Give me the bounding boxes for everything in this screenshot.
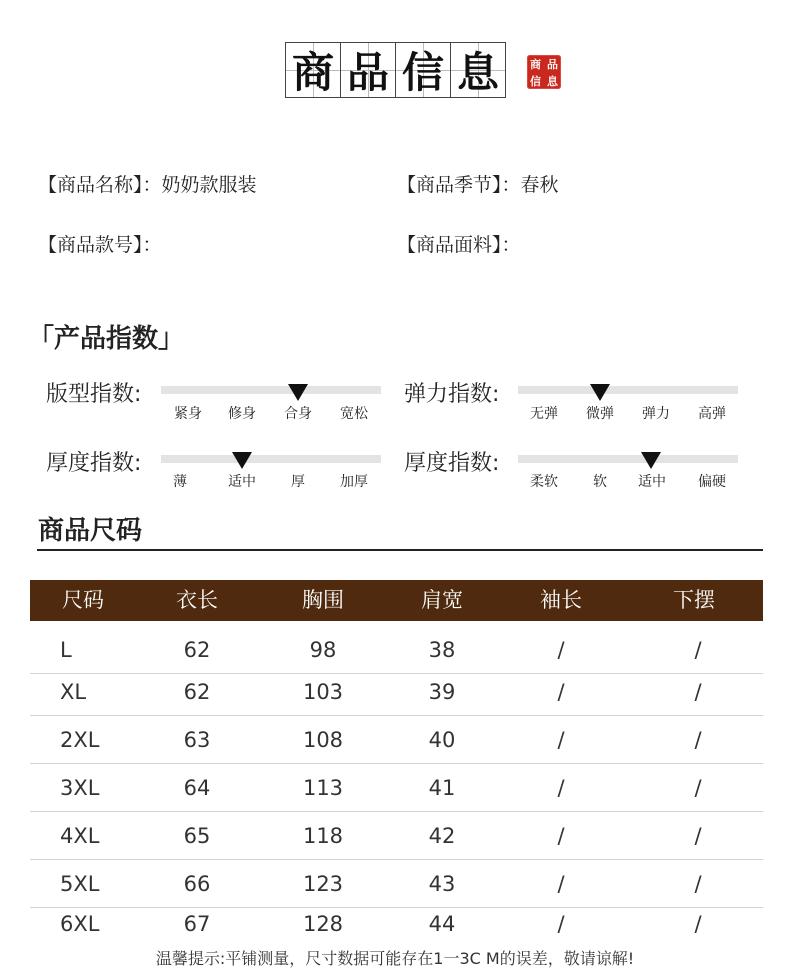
table-cell: 65 xyxy=(183,824,211,848)
size-section-title: 商品尺码 xyxy=(38,516,143,546)
table-cell: 103 xyxy=(302,680,344,704)
table-cell: 118 xyxy=(302,824,344,848)
table-cell: / xyxy=(694,638,702,662)
table-cell: 67 xyxy=(183,912,211,936)
table-cell: 44 xyxy=(428,912,456,936)
product-index-title: 「产品指数」 xyxy=(28,324,185,354)
product-fabric-info: 【商品面料】： xyxy=(397,234,521,256)
table-cell: 62 xyxy=(183,680,211,704)
table-row xyxy=(30,900,763,948)
title-char: 品 xyxy=(341,42,396,98)
index-track xyxy=(161,455,381,463)
index-option: 微弹 xyxy=(586,406,614,422)
index-option: 厚 xyxy=(291,474,305,490)
table-cell: 43 xyxy=(428,872,456,896)
index-label: 厚度指数: xyxy=(404,451,500,476)
table-cell: 98 xyxy=(309,638,337,662)
table-cell: / xyxy=(557,638,565,662)
index-option: 柔软 xyxy=(530,474,558,490)
index-option: 软 xyxy=(593,474,607,490)
seal-char: 商 xyxy=(530,57,541,71)
index-option: 薄 xyxy=(173,474,187,490)
table-cell: 4XL xyxy=(60,824,100,848)
table-cell: L xyxy=(60,638,72,662)
index-option: 弹力 xyxy=(642,406,670,422)
product-name-info: 【商品名称】：奶奶款服装 xyxy=(38,174,257,196)
table-row xyxy=(30,626,763,674)
index-option: 适中 xyxy=(638,474,666,490)
index-option: 加厚 xyxy=(340,474,368,490)
table-header-cell: 袖长 xyxy=(540,588,582,612)
table-cell: 2XL xyxy=(60,728,100,752)
index-option: 紧身 xyxy=(174,406,202,422)
table-cell: / xyxy=(557,680,565,704)
table-cell: 62 xyxy=(183,638,211,662)
title-char: 息 xyxy=(451,42,506,98)
index-option: 宽松 xyxy=(340,406,368,422)
table-cell: 123 xyxy=(302,872,344,896)
table-cell: 39 xyxy=(428,680,456,704)
table-cell: 38 xyxy=(428,638,456,662)
index-option: 适中 xyxy=(228,474,256,490)
table-cell: / xyxy=(694,728,702,752)
table-cell: 128 xyxy=(302,912,344,936)
product-style-no-info: 【商品款号】： xyxy=(38,234,162,256)
table-cell: / xyxy=(694,872,702,896)
index-marker-icon xyxy=(232,452,252,469)
table-cell: / xyxy=(694,912,702,936)
index-option: 修身 xyxy=(228,406,256,422)
table-cell: / xyxy=(694,824,702,848)
table-cell: 108 xyxy=(302,728,344,752)
table-cell: / xyxy=(557,728,565,752)
product-season-info: 【商品季节】：春秋 xyxy=(397,174,559,196)
index-option: 偏硬 xyxy=(698,474,726,490)
table-cell: 42 xyxy=(428,824,456,848)
table-cell: 3XL xyxy=(60,776,100,800)
table-cell: / xyxy=(694,776,702,800)
seal-char: 息 xyxy=(547,74,558,88)
table-row xyxy=(30,668,763,716)
table-cell: / xyxy=(557,912,565,936)
index-label: 弹力指数: xyxy=(404,382,500,407)
table-cell: 41 xyxy=(428,776,456,800)
index-marker-icon xyxy=(590,384,610,401)
index-marker-icon xyxy=(288,384,308,401)
table-cell: 64 xyxy=(183,776,211,800)
measurement-note: 温馨提示:平铺测量，尺寸数据可能存在1一3C M的误差，敬请谅解! xyxy=(155,949,635,968)
table-header-cell: 尺码 xyxy=(62,588,104,612)
table-cell: 6XL xyxy=(60,912,100,936)
index-label: 版型指数: xyxy=(46,382,142,407)
table-cell: 63 xyxy=(183,728,211,752)
table-cell: / xyxy=(694,680,702,704)
table-header-cell: 胸围 xyxy=(302,588,344,612)
seal-char: 信 xyxy=(530,74,541,88)
index-track xyxy=(161,386,381,394)
title-char: 信 xyxy=(396,42,451,98)
index-option: 高弹 xyxy=(698,406,726,422)
section-divider xyxy=(37,549,763,551)
table-row xyxy=(30,716,763,764)
table-cell: XL xyxy=(60,680,87,704)
table-header-cell: 下摆 xyxy=(673,588,715,612)
index-marker-icon xyxy=(641,452,661,469)
table-row xyxy=(30,764,763,812)
page-title xyxy=(285,42,506,98)
index-label: 厚度指数: xyxy=(46,451,142,476)
table-cell: 66 xyxy=(183,872,211,896)
table-row xyxy=(30,812,763,860)
size-table-header xyxy=(30,580,763,621)
red-seal-stamp xyxy=(527,55,561,89)
index-track xyxy=(518,455,738,463)
index-track xyxy=(518,386,738,394)
table-cell: 40 xyxy=(428,728,456,752)
table-cell: / xyxy=(557,872,565,896)
index-option: 合身 xyxy=(284,406,312,422)
table-cell: 5XL xyxy=(60,872,100,896)
seal-char: 品 xyxy=(547,57,558,71)
table-cell: / xyxy=(557,776,565,800)
index-option: 无弹 xyxy=(530,406,558,422)
table-header-cell: 衣长 xyxy=(176,588,218,612)
table-cell: 113 xyxy=(302,776,344,800)
title-char: 商 xyxy=(285,42,341,98)
table-cell: / xyxy=(557,824,565,848)
table-header-cell: 肩宽 xyxy=(421,588,463,612)
